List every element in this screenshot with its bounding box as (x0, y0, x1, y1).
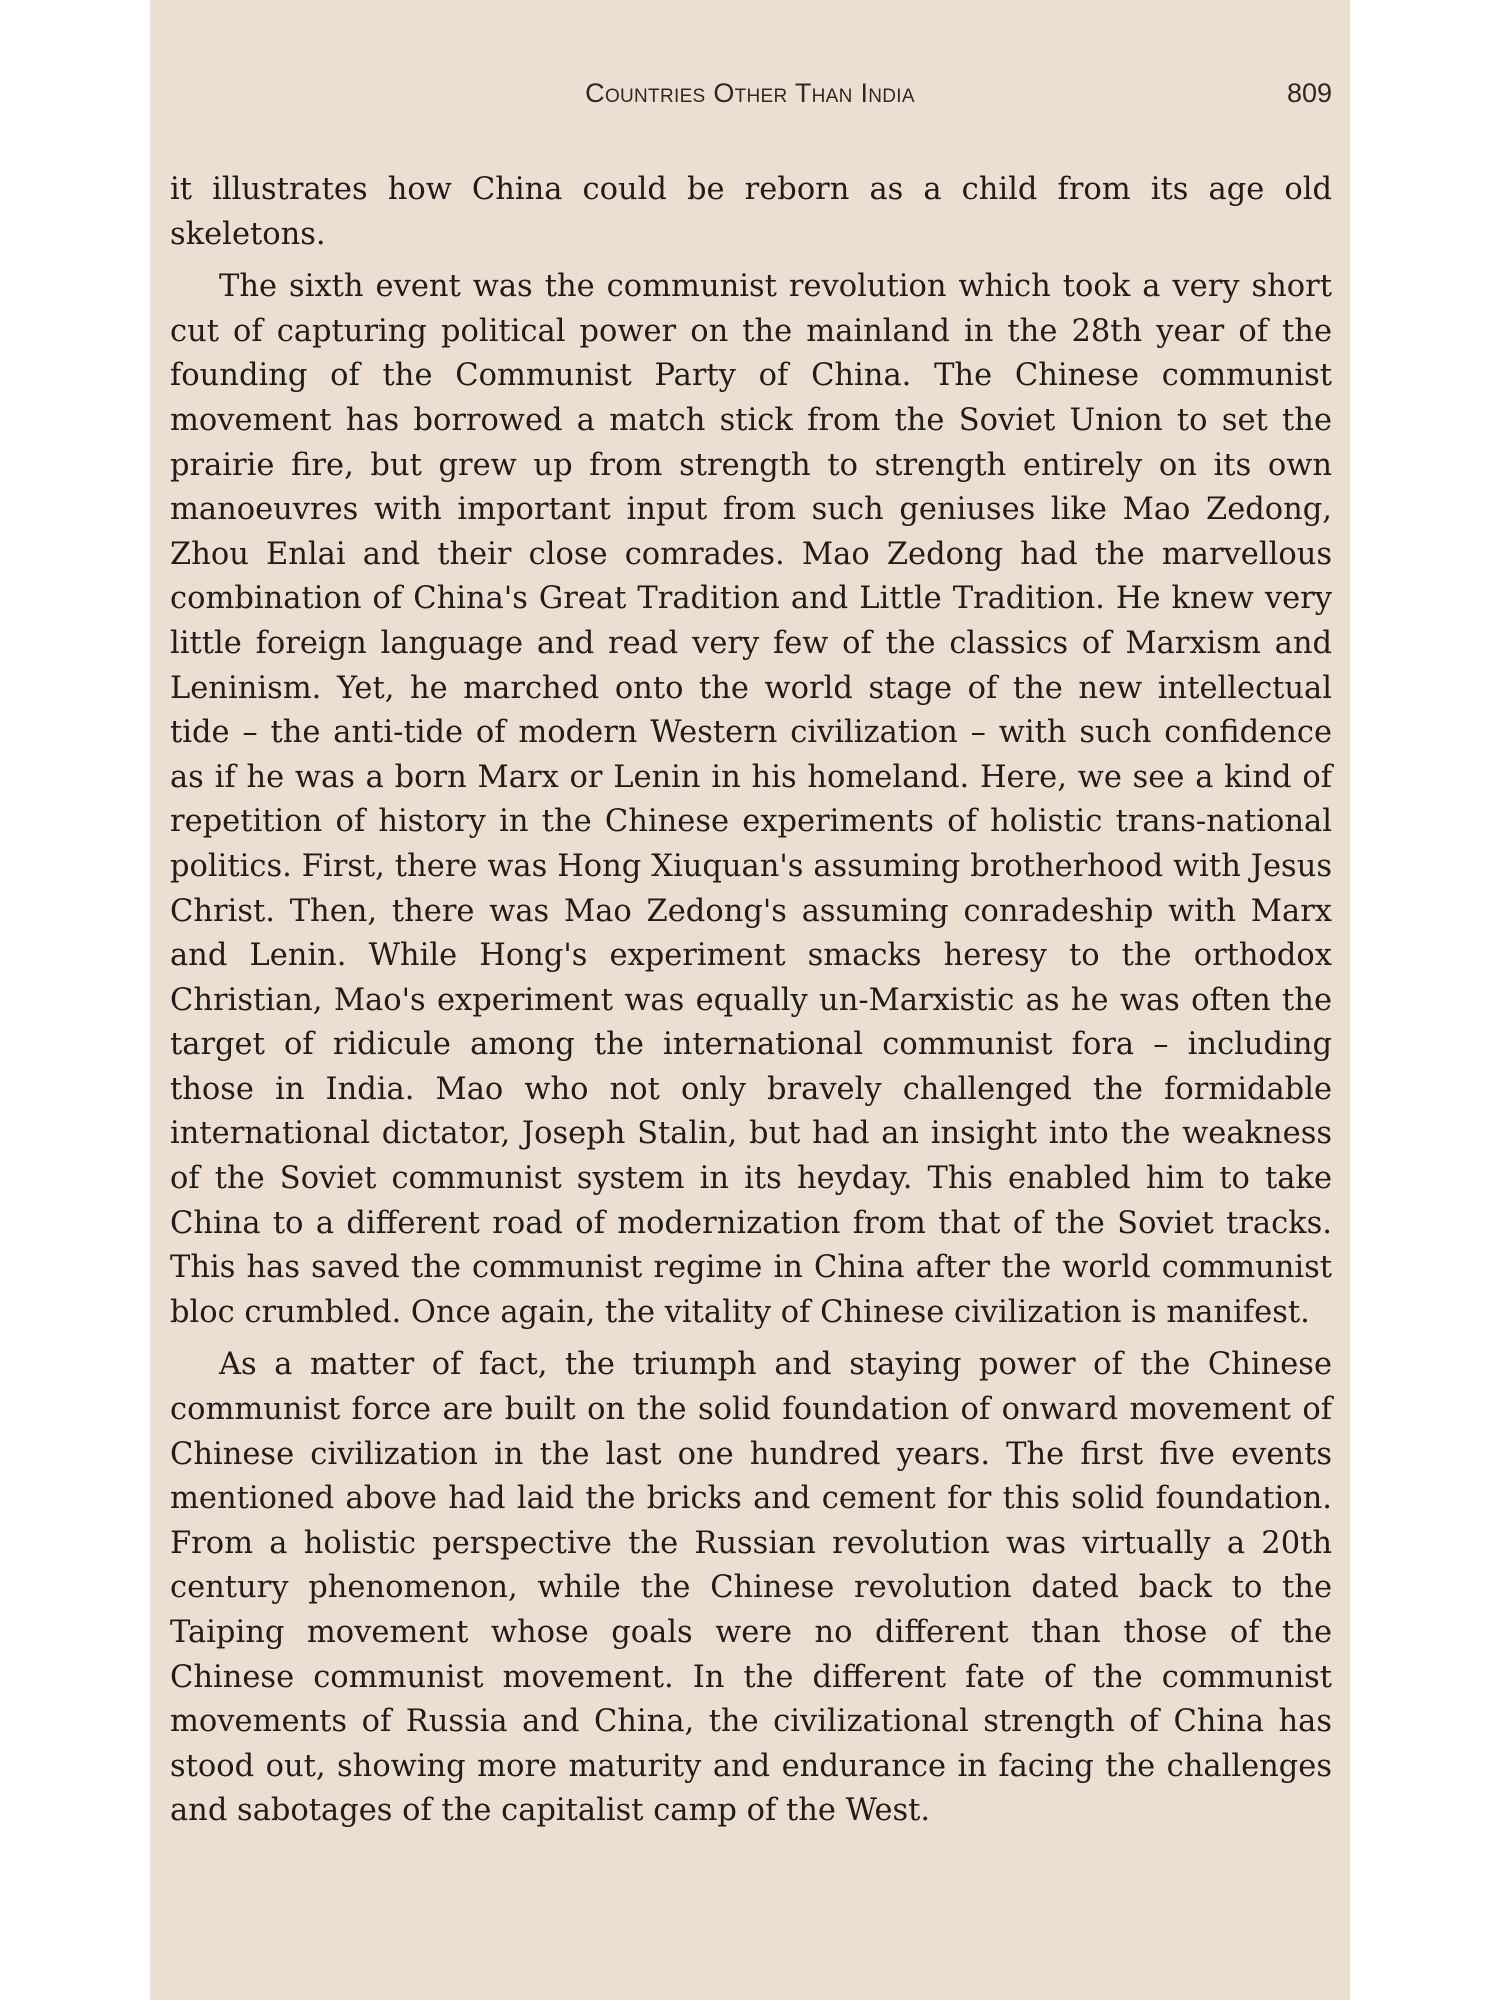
body-text (170, 168, 1332, 1834)
page-number: 809 (1286, 78, 1332, 108)
paragraph-matter-of-fact: As a matter of fact, the triumph and staying power of the Chinese communist force are built on the solid foundation of onward movement of Chinese civilization in the last one hundred years. The first five events mentioned above had laid the bricks and cement for this solid foundation. From a holistic perspective the Russian revolution was virtually a 20th century phenomenon, while the Chinese revolution dated back to the Taiping movement whose goals were no different than those of the Chinese communist movement. In the different fate of the communist movements of Russia and China, the civilizational strength of China has stood out, showing more maturity and endurance in facing the challenges and sabotages of the capitalist camp of the West. (170, 1347, 1332, 1829)
paragraph-continued: it illustrates how China could be reborn as a child from its age old skeletons. (170, 172, 1332, 252)
book-page (150, 0, 1350, 2000)
paragraph-sixth-event: The sixth event was the communist revolution which took a very short cut of capturing political power on the mainland in the 28th year of the founding of the Communist Party of China. The Chinese communist movement has borrowed a match stick from the Soviet Union to set the prairie fire, but grew up from strength to strength entirely on its own manoeuvres with important input from such geniuses like Mao Zedong, Zhou Enlai and their close comrades. Mao Zedong had the marvellous combination of China's Great Tradition and Little Tradition. He knew very little foreign language and read very few of the classics of Marxism and Leninism. Yet, he marched onto the world stage of the new intellectual tide – the anti-tide of modern Western civilization – with such confidence as if he was a born Marx or Lenin in his homeland. Here, we see a kind of repetition of history in the Chinese experiments of holistic trans-national politics. First, there was Hong Xiuquan's assuming brotherhood with Jesus Christ. Then, there was Mao Zedong's assuming conradeship with Marx and Lenin. While Hong's experiment smacks heresy to the orthodox Christian, Mao's experiment was equally un-Marxistic as he was often the target of ridicule among the international communist fora – including those in India. Mao who not only bravely challenged the formidable international dictator, Joseph Stalin, but had an insight into the weakness of the Soviet communist system in its heyday. This enabled him to take China to a different road of modernization from that of the Soviet tracks. This has saved the communist regime in China after the world communist bloc crumbled. Once again, the vitality of Chinese civilization is manifest. (170, 269, 1332, 1330)
running-title: Countries Other Than India (585, 78, 915, 108)
running-header (150, 78, 1350, 114)
